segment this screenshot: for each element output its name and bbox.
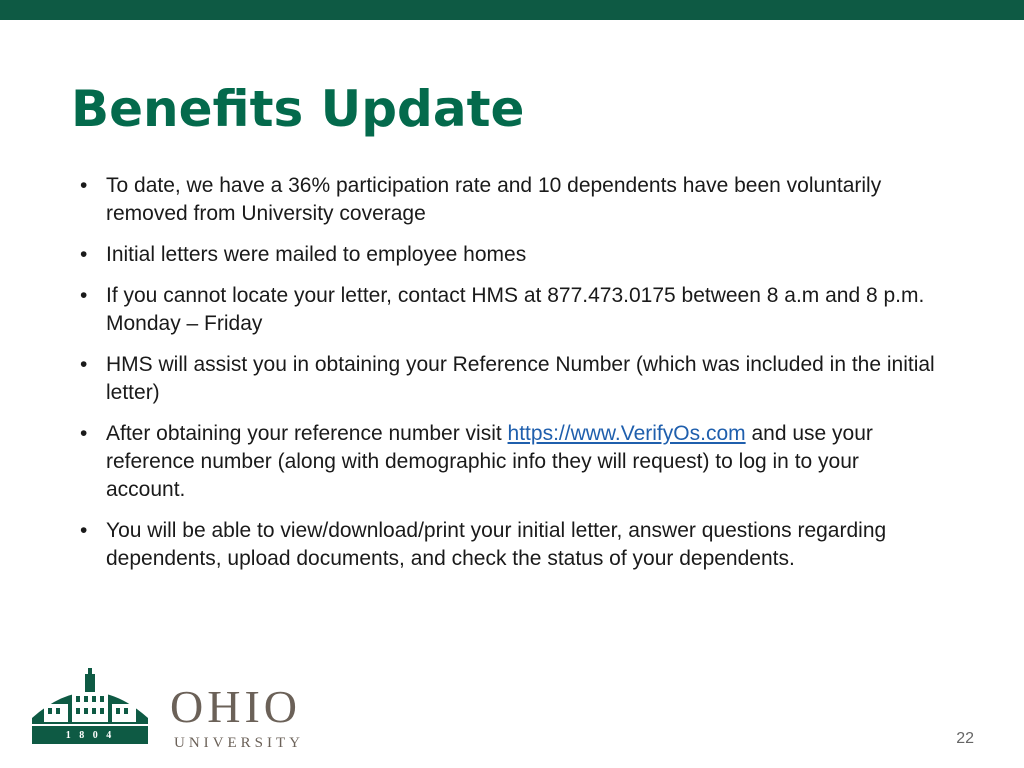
bullet-text-after-link: and use your reference number (along with demographic info they will request) to log in to your account. [106,422,873,501]
bullet-item [80,420,940,504]
bullet-text: If you cannot locate your letter, contact HMS at 877.473.0175 between 8 a.m and 8 p.m. Monday – Friday [106,284,925,335]
bullet-item [80,172,940,228]
top-accent-bar [0,0,1024,20]
bullet-text-before-link: After obtaining your reference number visit [106,422,508,445]
bullet-icon: • [80,174,88,197]
bullet-icon: • [80,243,88,266]
page-number: 22 [956,730,974,747]
bullet-icon: • [80,519,88,542]
bullet-item [80,241,940,269]
bullet-item [80,351,940,407]
bullet-item [80,517,940,573]
bullet-text: HMS will assist you in obtaining your Reference Number (which was included in the initial letter) [106,353,935,404]
ohio-university-logo [30,668,330,752]
bullet-icon: • [80,422,88,445]
bullet-item [80,282,940,338]
bullet-text: You will be able to view/download/print your initial letter, answer questions regarding dependents, upload documents, and check the status of your dependents. [106,519,887,570]
bullet-text: Initial letters were mailed to employee homes [106,243,527,266]
slide-title: Benefits Update [71,80,525,138]
seal-year-text: 1 8 0 4 [65,730,115,741]
logo-wordmark: OHIO [170,681,301,732]
logo-subtitle: UNIVERSITY [174,735,304,751]
verify-website-link[interactable]: https://www.VerifyOs.com [507,422,746,445]
bullet-icon: • [80,284,88,307]
bullet-text: To date, we have a 36% participation rate and 10 dependents have been voluntarily removed from University coverage [106,174,882,225]
bullet-icon: • [80,353,88,376]
bullet-list [80,172,940,586]
